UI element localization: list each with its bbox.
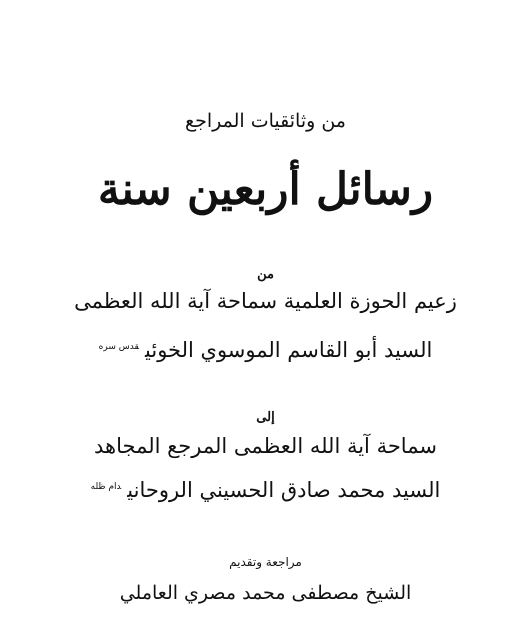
sender-name: السيد أبو القاسم الموسوي الخوئي (145, 338, 433, 362)
sender-name-line (0, 340, 531, 361)
from-label: من (257, 267, 274, 282)
recipient-name: السيد محمد صادق الحسيني الروحاني (127, 478, 441, 502)
to-label: إلى (256, 410, 275, 425)
book-title: رسائل أربعين سنة (97, 164, 434, 215)
recipient-title-line: سماحة آية الله العظمى المرجع المجاهد (94, 434, 437, 458)
series-title: من وثائقيات المراجع (185, 110, 346, 132)
recipient-name-line (0, 480, 531, 501)
sender-title-line: زعيم الحوزة العلمية سماحة آية الله العظمى (74, 289, 457, 313)
reviewer-name: الشيخ مصطفى محمد مصري العاملي (119, 582, 412, 604)
recipient-honorific: دام ظله (90, 482, 122, 492)
sender-honorific: قدس سره (98, 342, 140, 352)
review-label: مراجعة وتقديم (229, 555, 302, 569)
